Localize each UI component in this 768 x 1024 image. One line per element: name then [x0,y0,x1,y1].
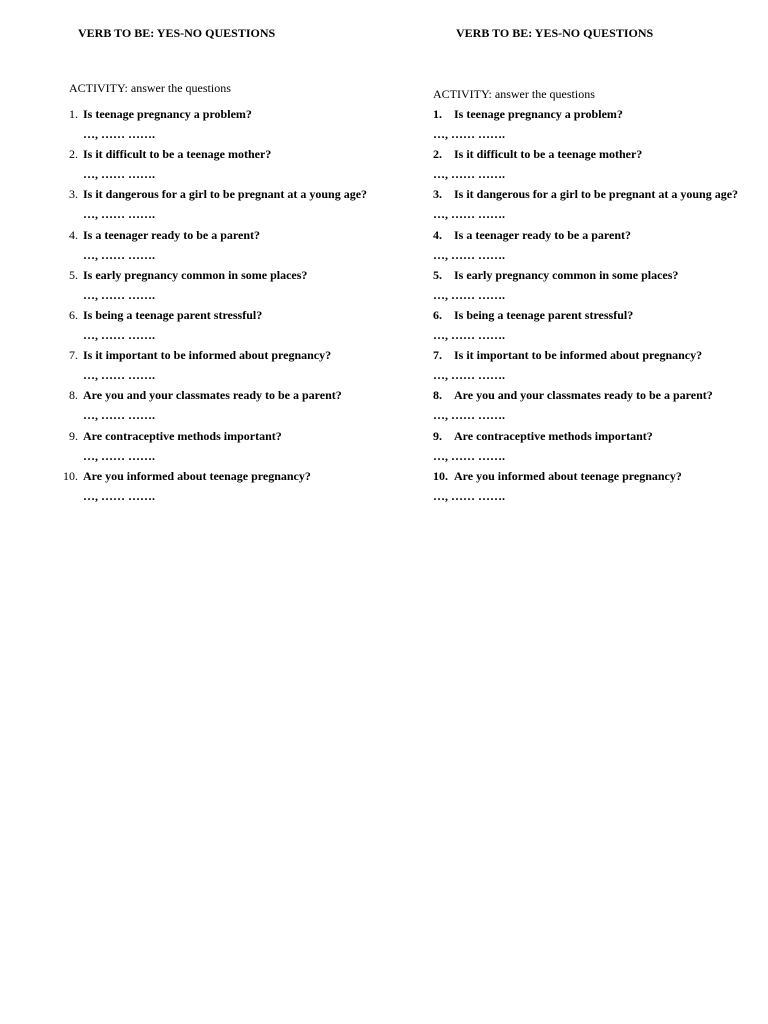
answer-blank[interactable]: …, …… ……. [433,368,505,383]
question-text: Is being a teenage parent stressful? [83,307,263,322]
answer-blank[interactable]: …, …… ……. [433,488,505,503]
answer-blank[interactable]: …, …… ……. [433,127,505,141]
activity-instruction: ACTIVITY: answer the questions [433,87,595,101]
question-number: 10. [63,468,78,483]
question-number: 8. [433,388,442,403]
answer-blank[interactable]: …, …… ……. [433,167,505,182]
question-number: 1. [69,107,78,121]
question-number: 6. [433,307,442,322]
question-number: 3. [433,187,442,202]
question-text: Is it dangerous for a girl to be pregnant at a young age? [454,187,739,202]
question-number: 1. [433,107,442,121]
question-text: Are you informed about teenage pregnancy? [454,468,682,483]
question-number: 2. [69,147,78,162]
answer-blank[interactable]: …, …… ……. [433,408,505,423]
question-text: Are you informed about teenage pregnancy? [83,468,311,483]
answer-blank[interactable]: …, …… ……. [83,448,155,463]
question-text: Is being a teenage parent stressful? [454,307,634,322]
question-text: Is it dangerous for a girl to be pregnant at a young age? [83,187,368,202]
answer-blank[interactable]: …, …… ……. [433,287,505,302]
question-number: 6. [69,307,78,322]
answer-blank[interactable]: …, …… ……. [83,207,155,222]
answer-blank[interactable]: …, …… ……. [83,287,155,302]
question-text: Is early pregnancy common in some places? [83,267,308,282]
question-text: Is it difficult to be a teenage mother? [454,147,643,162]
question-text: Is a teenager ready to be a parent? [83,227,260,242]
answer-blank[interactable]: …, …… ……. [83,368,155,383]
question-number: 5. [433,267,442,282]
question-text: Is a teenager ready to be a parent? [454,227,631,242]
answer-blank[interactable]: …, …… ……. [433,247,505,262]
question-text: Is it difficult to be a teenage mother? [83,147,272,162]
question-text: Are contraceptive methods important? [83,428,282,443]
question-number: 4. [69,227,78,242]
answer-blank[interactable]: …, …… ……. [83,408,155,423]
question-text: Is it important to be informed about pregnancy? [454,348,703,363]
question-number: 9. [69,428,78,443]
answer-blank[interactable]: …, …… ……. [83,167,155,182]
question-text: Are you and your classmates ready to be a parent? [454,388,713,403]
question-number: 2. [433,147,442,162]
question-number: 5. [69,267,78,282]
question-number: 3. [69,187,78,202]
answer-blank[interactable]: …, …… ……. [433,448,505,463]
question-text: Is early pregnancy common in some places? [454,267,679,282]
question-text: Is it important to be informed about pregnancy? [83,348,332,363]
answer-blank[interactable]: …, …… ……. [83,488,155,503]
question-number: 9. [433,428,442,443]
question-text: Is teenage pregnancy a problem? [454,107,623,121]
question-number: 10. [433,468,448,483]
question-number: 4. [433,227,442,242]
question-number: 8. [69,388,78,403]
answer-blank[interactable]: …, …… ……. [433,327,505,342]
question-number: 7. [69,348,78,363]
answer-blank[interactable]: …, …… ……. [83,127,155,141]
answer-blank[interactable]: …, …… ……. [83,247,155,262]
question-text: Are contraceptive methods important? [454,428,653,443]
question-text: Are you and your classmates ready to be a parent? [83,388,342,403]
answer-blank[interactable]: …, …… ……. [83,327,155,342]
question-text: Is teenage pregnancy a problem? [83,107,252,121]
answer-blank[interactable]: …, …… ……. [433,207,505,222]
worksheet-title: VERB TO BE: YES-NO QUESTIONS [78,26,276,40]
worksheet-title: VERB TO BE: YES-NO QUESTIONS [456,26,654,40]
question-number: 7. [433,348,442,363]
activity-instruction: ACTIVITY: answer the questions [69,81,231,95]
